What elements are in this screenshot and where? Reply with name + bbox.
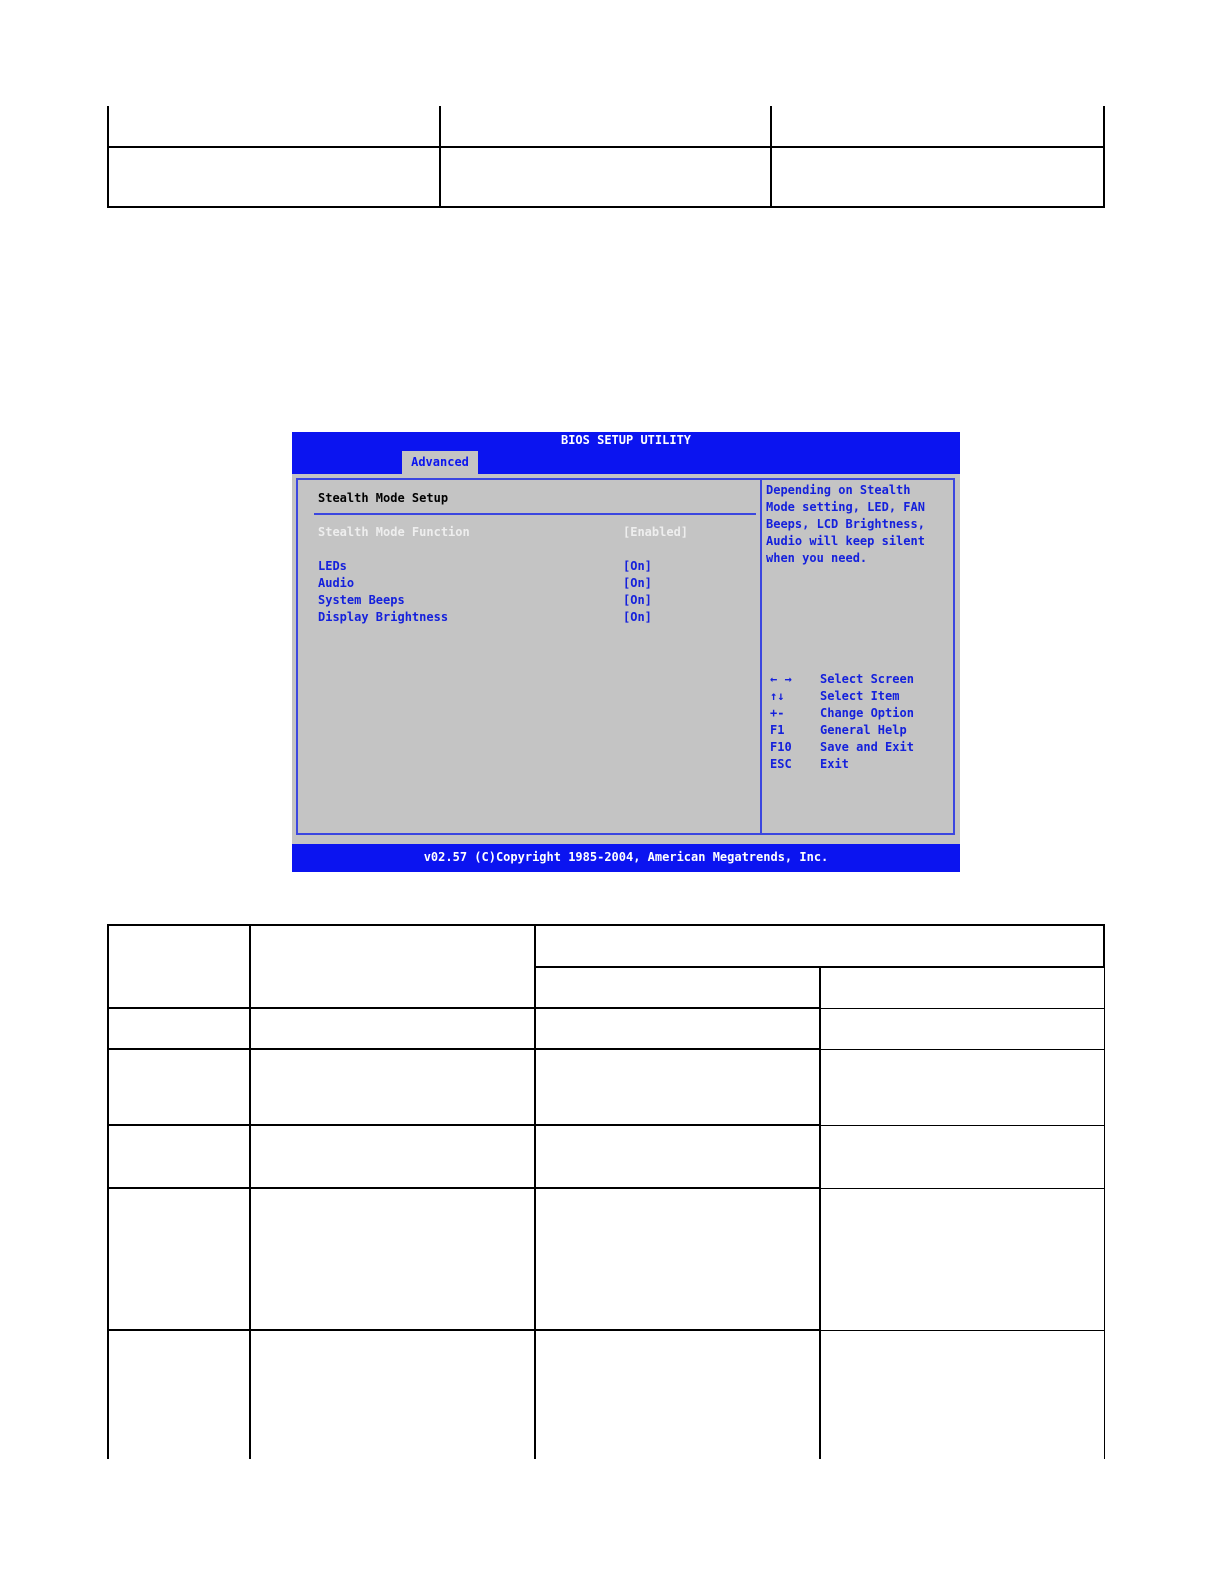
table-cell bbox=[535, 1008, 820, 1049]
section-title: Stealth Mode Setup bbox=[318, 491, 449, 505]
bios-menubar bbox=[292, 449, 960, 474]
arrows-left-right-icon: ← → bbox=[770, 672, 792, 686]
section-rule bbox=[314, 513, 756, 515]
key-row bbox=[770, 688, 950, 705]
table-cell bbox=[535, 1188, 820, 1330]
item-value-leds[interactable]: [On] bbox=[623, 559, 652, 573]
table-cell bbox=[535, 1125, 820, 1188]
key-label: ESC bbox=[770, 757, 792, 771]
table-cell bbox=[250, 1330, 536, 1459]
table-cell bbox=[535, 1330, 820, 1459]
bottom-table bbox=[107, 924, 1105, 1459]
key-row bbox=[770, 756, 950, 773]
table-header-cell bbox=[535, 925, 1104, 967]
bios-title: BIOS SETUP UTILITY bbox=[292, 432, 960, 449]
bios-footer: v02.57 (C)Copyright 1985-2004, American Megatrends, Inc. bbox=[292, 844, 960, 872]
table-cell bbox=[440, 147, 772, 207]
panel-divider bbox=[760, 480, 762, 833]
item-value-system-beeps[interactable]: [On] bbox=[623, 593, 652, 607]
table-cell bbox=[250, 1188, 536, 1330]
table-header-cell bbox=[820, 967, 1104, 1008]
key-legend bbox=[770, 671, 950, 773]
key-label: F1 bbox=[770, 723, 785, 737]
key-desc: Select Screen bbox=[820, 672, 914, 686]
help-text: Depending on Stealth Mode setting, LED, FAN Beeps, LCD Brightness, Audio will keep silent when you need. bbox=[766, 483, 925, 565]
table-cell bbox=[820, 1125, 1104, 1188]
key-row bbox=[770, 739, 950, 756]
item-label-stealth-mode-function[interactable]: Stealth Mode Function bbox=[318, 525, 470, 539]
table-cell bbox=[820, 1049, 1104, 1125]
table-cell bbox=[108, 1188, 250, 1330]
key-row bbox=[770, 671, 950, 688]
item-value-audio[interactable]: [On] bbox=[623, 576, 652, 590]
table-cell bbox=[771, 106, 1104, 147]
arrows-up-down-icon: ↑↓ bbox=[770, 689, 785, 703]
table-header-cell bbox=[108, 925, 250, 1008]
table-cell bbox=[108, 1049, 250, 1125]
table-cell bbox=[250, 1125, 536, 1188]
table-header-cell bbox=[250, 925, 536, 1008]
table-cell bbox=[820, 1008, 1104, 1049]
table-cell bbox=[108, 1008, 250, 1049]
item-label-system-beeps[interactable]: System Beeps bbox=[318, 593, 405, 607]
bios-panel bbox=[296, 478, 955, 835]
key-desc: Change Option bbox=[820, 706, 914, 720]
key-desc: General Help bbox=[820, 723, 907, 737]
item-value-stealth-mode-function[interactable]: [Enabled] bbox=[623, 525, 689, 539]
key-row bbox=[770, 705, 950, 722]
table-cell bbox=[771, 147, 1104, 207]
table-cell bbox=[535, 1049, 820, 1125]
item-label-display-brightness[interactable]: Display Brightness bbox=[318, 610, 449, 624]
key-desc: Exit bbox=[820, 757, 849, 771]
table-cell bbox=[108, 1330, 250, 1459]
table-cell bbox=[108, 106, 440, 147]
tab-advanced[interactable]: Advanced bbox=[402, 451, 478, 474]
key-label: F10 bbox=[770, 740, 792, 754]
key-desc: Select Item bbox=[820, 689, 900, 703]
table-cell bbox=[250, 1008, 536, 1049]
table-cell bbox=[820, 1188, 1104, 1330]
table-header-cell bbox=[535, 967, 820, 1008]
item-value-display-brightness[interactable]: [On] bbox=[623, 610, 652, 624]
table-cell bbox=[440, 106, 772, 147]
top-table bbox=[107, 106, 1105, 208]
item-label-leds[interactable]: LEDs bbox=[318, 559, 347, 573]
table-cell bbox=[108, 147, 440, 207]
key-desc: Save and Exit bbox=[820, 740, 914, 754]
bios-screenshot bbox=[292, 432, 960, 872]
table-cell bbox=[108, 1125, 250, 1188]
table-cell bbox=[250, 1049, 536, 1125]
table-cell bbox=[820, 1330, 1104, 1459]
item-label-audio[interactable]: Audio bbox=[318, 576, 355, 590]
key-label: +- bbox=[770, 706, 785, 720]
key-row bbox=[770, 722, 950, 739]
